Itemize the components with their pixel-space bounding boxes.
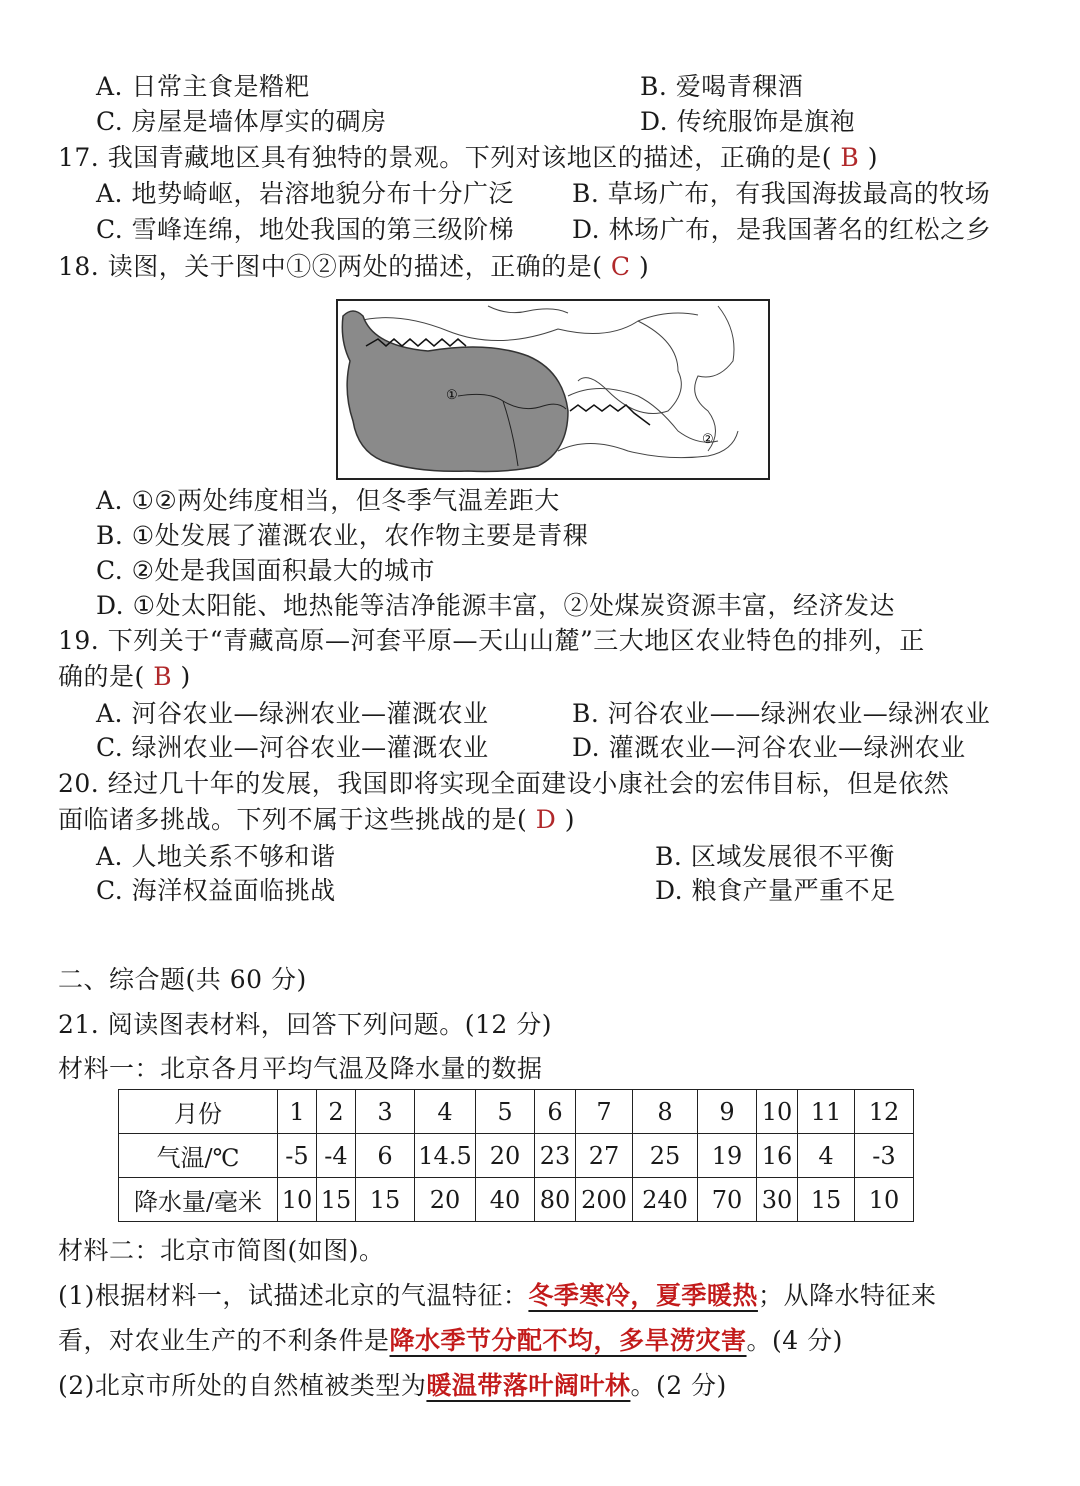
q19-answer: B — [153, 662, 173, 691]
q17-answer: B — [840, 143, 860, 172]
map-label-1: ① — [446, 388, 458, 403]
q21-part1-line1: (1)根据材料一，试描述北京的气温特征：冬季寒冷，夏季暖热；从降水特征来 — [58, 1281, 937, 1310]
boundary-line — [568, 389, 718, 443]
q17-stem: 17. 我国青藏地区具有独特的景观。下列对该地区的描述，正确的是( B ) — [58, 143, 879, 172]
q21-answer-3: 暖温带落叶阔叶林 — [426, 1371, 631, 1400]
q21-answer-2: 降水季节分配不均，多旱涝灾害 — [389, 1326, 747, 1355]
q21-material1: 材料一：北京各月平均气温及降水量的数据 — [58, 1054, 543, 1083]
china-map-figure — [336, 299, 770, 480]
boundary-line — [488, 306, 568, 313]
boundary-line — [578, 321, 681, 414]
q19-option-b: B. 河谷农业——绿洲农业—绿洲农业 — [572, 699, 991, 728]
q20-option-b: B. 区域发展很不平衡 — [655, 842, 895, 871]
q18-option-d: D. ①处太阳能、地热能等洁净能源丰富，②处煤炭资源丰富，经济发达 — [96, 591, 895, 620]
q21-stem: 21. 阅读图表材料，回答下列问题。(12 分) — [58, 1010, 552, 1039]
q21-part2: (2)北京市所处的自然植被类型为暖温带落叶阔叶林。(2 分) — [58, 1371, 727, 1400]
q21-part1-line2: 看，对农业生产的不利条件是降水季节分配不均，多旱涝灾害。(4 分) — [58, 1326, 843, 1355]
q20-option-c: C. 海洋权益面临挑战 — [96, 876, 336, 905]
q19-option-d: D. 灌溉农业—河谷农业—绿洲农业 — [572, 733, 966, 762]
q18-option-b: B. ①处发展了灌溉农业，农作物主要是青稞 — [96, 521, 589, 550]
q19-option-a: A. 河谷农业—绿洲农业—灌溉农业 — [96, 699, 489, 728]
q19-stem-line2: 确的是( B ) — [58, 662, 191, 691]
section2-title: 二、综合题(共 60 分) — [58, 965, 307, 994]
q18-answer: C — [610, 252, 631, 281]
q20-stem-line1: 20. 经过几十年的发展，我国即将实现全面建设小康社会的宏伟目标，但是依然 — [58, 769, 950, 798]
q21-answer-1: 冬季寒冷，夏季暖热 — [528, 1281, 758, 1310]
q17-option-a: A. 地势崎岖，岩溶地貌分布十分广泛 — [96, 179, 514, 208]
map-svg — [338, 301, 768, 478]
q16-option-b: B. 爱喝青稞酒 — [640, 72, 804, 101]
q18-stem: 18. 读图，关于图中①②两处的描述，正确的是( C ) — [58, 252, 650, 281]
q20-answer: D — [535, 805, 557, 834]
boundary-line — [358, 313, 698, 341]
q19-option-c: C. 绿洲农业—河谷农业—灌溉农业 — [96, 733, 489, 762]
q20-option-d: D. 粮食产量严重不足 — [655, 876, 896, 905]
q17-option-d: D. 林场广布，是我国著名的红松之乡 — [572, 215, 992, 244]
q18-option-a: A. ①②两处纬度相当，但冬季气温差距大 — [96, 486, 560, 515]
table-row: 降水量/毫米 10 15 15 20 40 80 200 240 70 30 15 10 — [119, 1178, 914, 1222]
q17-option-b: B. 草场广布，有我国海拔最高的牧场 — [572, 179, 991, 208]
q16-option-d: D. 传统服饰是旗袍 — [640, 107, 856, 136]
climate-table — [118, 1089, 914, 1222]
q20-stem-line2: 面临诸多挑战。下列不属于这些挑战的是( D ) — [58, 805, 575, 834]
q16-option-a: A. 日常主食是糌粑 — [96, 72, 310, 101]
q16-option-c: C. 房屋是墙体厚实的碉房 — [96, 107, 387, 136]
q17-option-c: C. 雪峰连绵，地处我国的第三级阶梯 — [96, 215, 515, 244]
table-row: 气温/℃ -5 -4 6 14.5 20 23 27 25 19 16 4 -3 — [119, 1134, 914, 1178]
map-label-2: ② — [702, 432, 714, 447]
q20-option-a: A. 人地关系不够和谐 — [96, 842, 336, 871]
coastline — [695, 306, 734, 451]
q18-option-c: C. ②处是我国面积最大的城市 — [96, 556, 436, 585]
q21-material2: 材料二：北京市简图(如图)。 — [58, 1236, 385, 1265]
mountain-range — [570, 405, 650, 425]
table-row: 月份 1 2 3 4 5 6 7 8 9 10 11 12 — [119, 1090, 914, 1134]
q19-stem-line1: 19. 下列关于“青藏高原—河套平原—天山山麓”三大地区农业特色的排列，正 — [58, 626, 925, 655]
